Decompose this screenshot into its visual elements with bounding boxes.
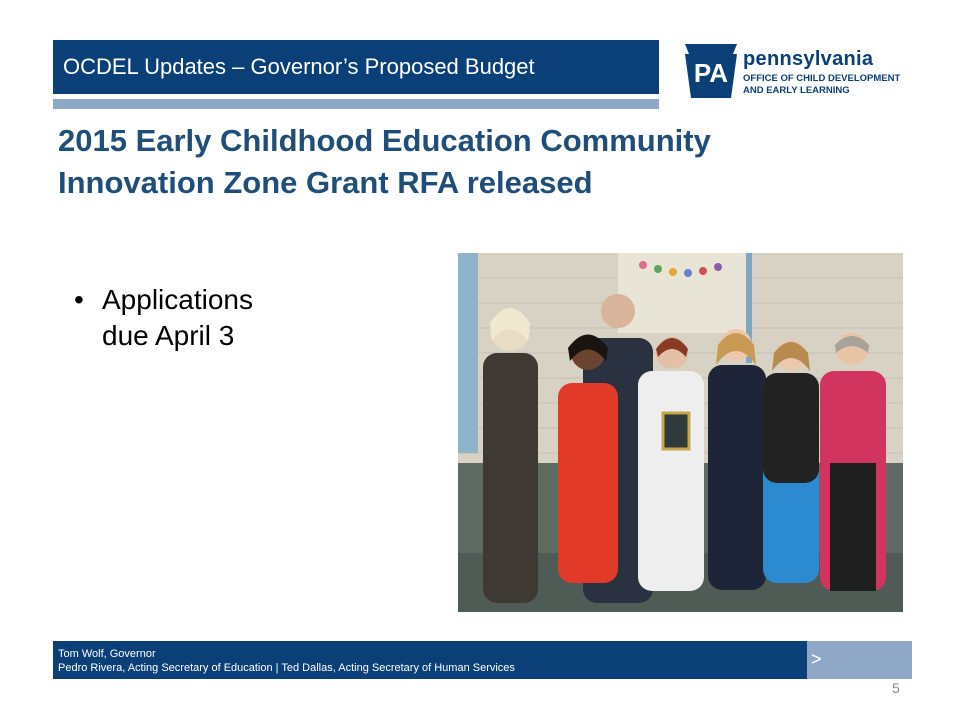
bullet-list (62, 282, 362, 354)
section-title: OCDEL Updates – Governor’s Proposed Budget (63, 54, 535, 79)
bullet-icon: • (74, 284, 84, 315)
bullet-line1: Applications (102, 284, 253, 315)
section-header-bar (53, 40, 659, 94)
header-accent-bar (53, 99, 659, 109)
list-item (62, 282, 362, 354)
logo-state-name: pennsylvania (743, 48, 874, 70)
group-photo-illustration (458, 253, 903, 612)
slide-title (58, 120, 898, 204)
footer-arrow-box (807, 641, 912, 679)
logo-office-name (743, 73, 900, 97)
logo-badge-text: PA (693, 58, 729, 88)
chevron-right-icon: > (811, 649, 822, 669)
bullet-line2: due April 3 (102, 320, 235, 351)
footer-bar (53, 641, 807, 679)
footer-secretaries: Pedro Rivera, Acting Secretary of Education | Ted Dallas, Acting Secretary of Human Services (58, 662, 515, 674)
page-number: 5 (892, 680, 900, 696)
logo-office-line1: OFFICE OF CHILD DEVELOPMENT (743, 73, 901, 84)
logo-office-line2: AND EARLY LEARNING (743, 85, 850, 96)
slide-title-line2: Innovation Zone Grant RFA released (58, 165, 593, 200)
group-photo (458, 253, 903, 612)
footer-governor: Tom Wolf, Governor (58, 648, 156, 660)
slide-title-line1: 2015 Early Childhood Education Community (58, 123, 711, 158)
